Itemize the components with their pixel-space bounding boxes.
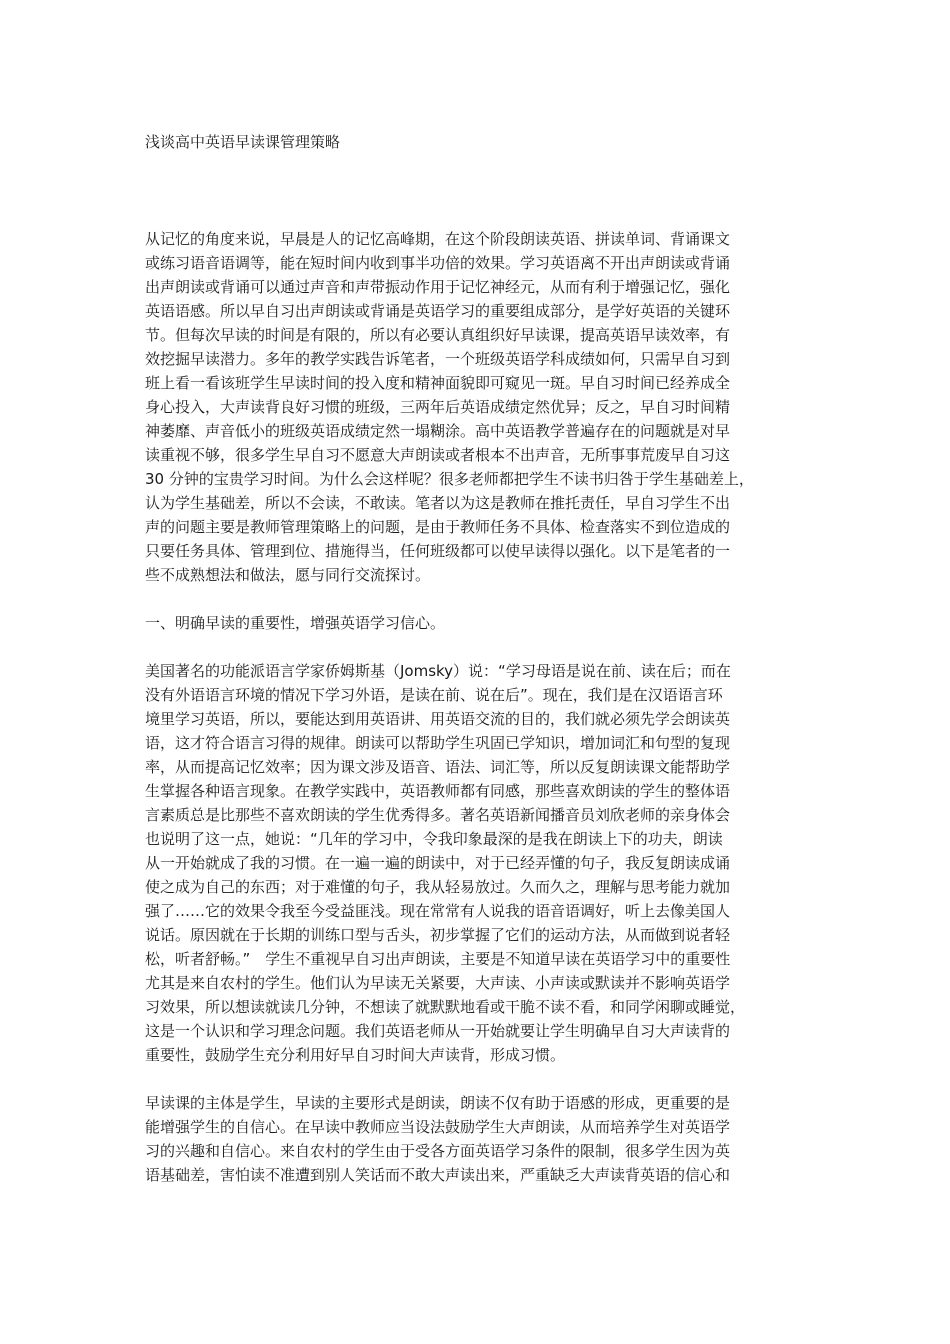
body-paragraph <box>145 1091 810 1187</box>
body-paragraph <box>145 227 810 587</box>
text-line: 声的问题主要是教师管理策略上的问题，是由于教师任务不具体、检查落实不到位造成的 <box>145 518 731 536</box>
text-line: 班上看一看该班学生早读时间的投入度和精神面貌即可窥见一斑。早自习时间已经养成全 <box>145 374 731 392</box>
text-line: 习效果，所以想读就读几分钟，不想读了就默默地看或干脆不读不看，和同学闲聊或睡觉， <box>145 998 746 1016</box>
text-line: 些不成熟想法和做法，愿与同行交流探讨。 <box>145 566 431 584</box>
text-line: 美国著名的功能派语言学家侨姆斯基（Jomsky）说：“学习母语是说在前、读在后；而在 <box>145 662 731 680</box>
text-line: 尤其是来自农村的学生。他们认为早读无关紧要，大声读、小声读或默读并不影响英语学 <box>145 974 731 992</box>
text-line: 言素质总是比那些不喜欢朗读的学生优秀得多。著名英语新闻播音员刘欣老师的亲身体会 <box>145 806 731 824</box>
text-line: 生掌握各种语言现象。在教学实践中，英语教师都有同感，那些喜欢朗读的学生的整体语 <box>145 782 731 800</box>
text-line: 松，听者舒畅。” 学生不重视早自习出声朗读，主要是不知道早读在英语学习中的重要性 <box>145 950 731 968</box>
text-line: 只要任务具体、管理到位、措施得当，任何班级都可以使早读得以强化。以下是笔者的一 <box>145 542 731 560</box>
text-line: 神萎靡、声音低小的班级英语成绩定然一塌糊涂。高中英语教学普遍存在的问题就是对早 <box>145 422 731 440</box>
text-line: 认为学生基础差，所以不会读，不敢读。笔者以为这是教师在推托责任，早自习学生不出 <box>145 494 731 512</box>
text-line: 率，从而提高记忆效率；因为课文涉及语音、语法、词汇等，所以反复朗读课文能帮助学 <box>145 758 731 776</box>
section-heading <box>145 611 810 635</box>
text-line: 身心投入，大声读背良好习惯的班级，三两年后英语成绩定然优异；反之，早自习时间精 <box>145 398 731 416</box>
text-line: 语，这才符合语言习得的规律。朗读可以帮助学生巩固已学知识，增加词汇和句型的复现 <box>145 734 731 752</box>
text-line: 节。但每次早读的时间是有限的，所以有必要认真组织好早读课，提高英语早读效率，有 <box>145 326 731 344</box>
document-title: 浅谈高中英语早读课管理策略 <box>145 133 341 151</box>
text-line: 出声朗读或背诵可以通过声音和声带振动作用于记忆神经元，从而有利于增强记忆，强化 <box>145 278 731 296</box>
text-line: 使之成为自己的东西；对于难懂的句子，我从轻易放过。久而久之，理解与思考能力就加 <box>145 878 731 896</box>
text-line: 早读课的主体是学生，早读的主要形式是朗读，朗读不仅有助于语感的形成，更重要的是 <box>145 1094 731 1112</box>
text-line: 也说明了这一点，她说：“几年的学习中，令我印象最深的是我在朗读上下的功夫，朗读 <box>145 830 723 848</box>
text-line: 或练习语音语调等，能在短时间内收到事半功倍的效果。学习英语离不开出声朗读或背诵 <box>145 254 731 272</box>
text-line: 英语语感。所以早自习出声朗读或背诵是英语学习的重要组成部分，是学好英语的关键环 <box>145 302 731 320</box>
text-line: 强了……它的效果令我至今受益匪浅。现在常常有人说我的语音语调好，听上去像美国人 <box>145 902 731 920</box>
text-line: 境里学习英语，所以，要能达到用英语讲、用英语交流的目的，我们就必须先学会朗读英 <box>145 710 731 728</box>
text-line: 读重视不够，很多学生早自习不愿意大声朗读或者根本不出声音，无所事事荒废早自习这 <box>145 446 731 464</box>
text-line: 习的兴趣和自信心。来自农村的学生由于受各方面英语学习条件的限制，很多学生因为英 <box>145 1142 731 1160</box>
body-paragraph <box>145 659 810 1067</box>
text-line: 30 分钟的宝贵学习时间。为什么会这样呢？很多老师都把学生不读书归咎于学生基础差上， <box>145 470 754 488</box>
text-line: 这是一个认识和学习理念问题。我们英语老师从一开始就要让学生明确早自习大声读背的 <box>145 1022 731 1040</box>
text-line: 重要性，鼓励学生充分利用好早自习时间大声读背，形成习惯。 <box>145 1046 566 1064</box>
text-line: 说话。原因就在于长期的训练口型与舌头，初步掌握了它们的运动方法，从而做到说者轻 <box>145 926 731 944</box>
document-body <box>145 227 810 1211</box>
text-line: 能增强学生的自信心。在早读中教师应当设法鼓励学生大声朗读，从而培养学生对英语学 <box>145 1118 731 1136</box>
text-line: 语基础差，害怕读不准遭到别人笑话而不敢大声读出来，严重缺乏大声读背英语的信心和 <box>145 1166 731 1184</box>
text-line: 没有外语语言环境的情况下学习外语，是读在前、说在后”。现在，我们是在汉语语言环 <box>145 686 723 704</box>
text-line: 从一开始就成了我的习惯。在一遍一遍的朗读中，对于已经弄懂的句子，我反复朗读成诵 <box>145 854 731 872</box>
text-line: 一、明确早读的重要性，增强英语学习信心。 <box>145 614 446 632</box>
text-line: 从记忆的角度来说，早晨是人的记忆高峰期，在这个阶段朗读英语、拼读单词、背诵课文 <box>145 230 731 248</box>
text-line: 效挖掘早读潜力。多年的教学实践告诉笔者，一个班级英语学科成绩如何，只需早自习到 <box>145 350 731 368</box>
